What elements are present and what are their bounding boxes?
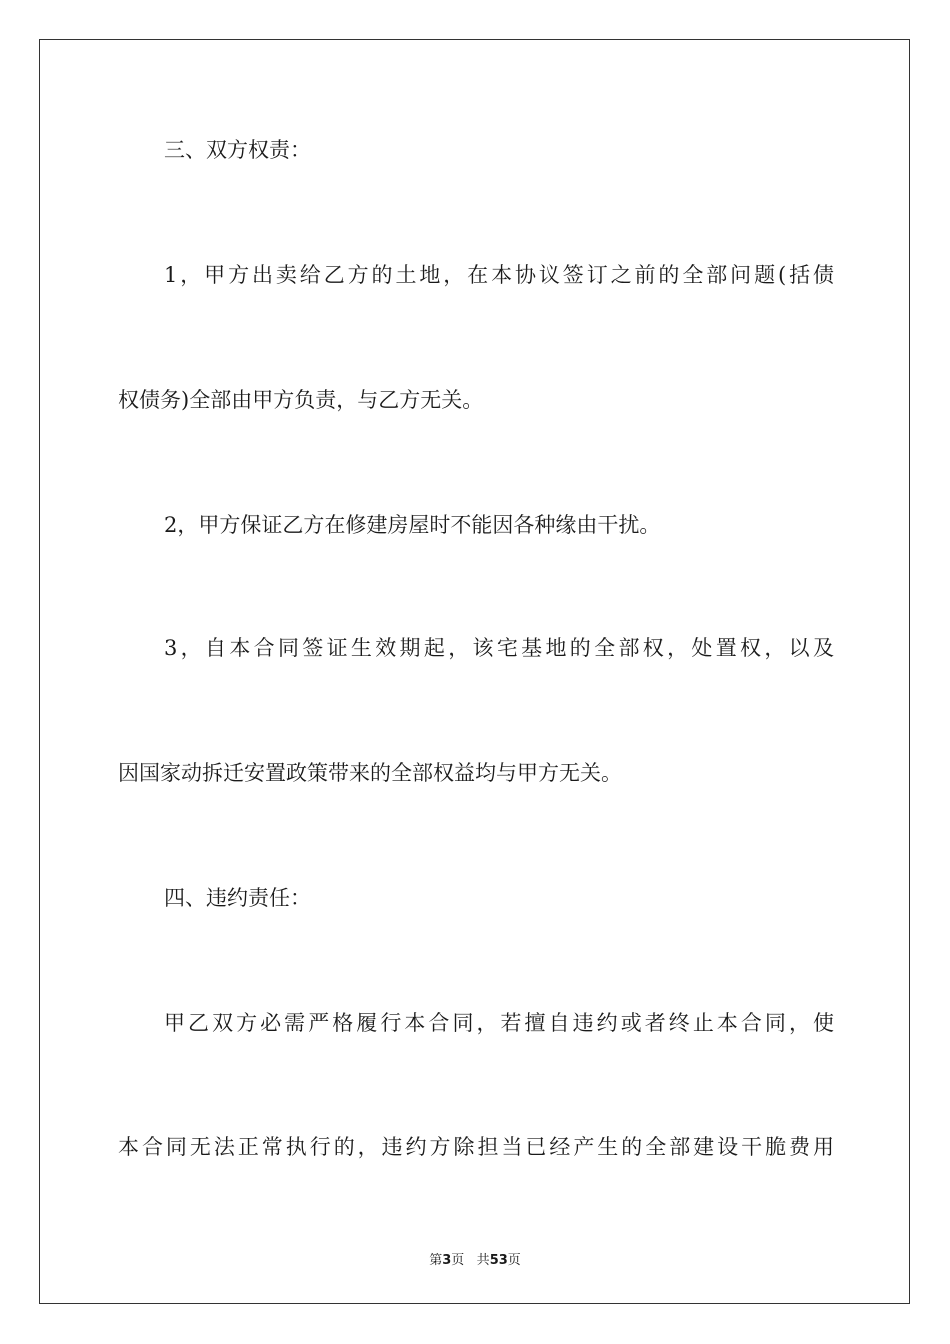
section-heading-rights: 三、双方权责： [164,138,311,162]
paragraph-line: 本合同无法正常执行的，违约方除担当已经产生的全部建设干脆费用 [118,1135,834,1159]
total-pages-number: 53 [489,1253,508,1268]
footer-prefix: 第 [429,1253,443,1268]
footer-total-prefix: 共 [476,1253,490,1268]
footer-total-suffix: 页 [507,1253,521,1268]
footer-page-word: 页 [451,1253,465,1268]
section-heading-liability: 四、违约责任： [164,886,311,910]
current-page-number: 3 [442,1253,452,1268]
page-border [39,39,910,1304]
paragraph-line: 3，自本合同签证生效期起，该宅基地的全部权，处置权，以及 [164,636,834,660]
page-footer [0,1249,950,1268]
paragraph-line: 因国家动拆迁安置政策带来的全部权益均与甲方无关。 [118,761,622,785]
paragraph-line: 1，甲方出卖给乙方的土地，在本协议签订之前的全部问题(括债 [164,263,834,287]
paragraph-line: 甲乙双方必需严格履行本合同，若擅自违约或者终止本合同，使 [164,1011,834,1035]
paragraph-line: 2，甲方保证乙方在修建房屋时不能因各种缘由干扰。 [164,513,661,537]
paragraph-line: 权债务)全部由甲方负责，与乙方无关。 [118,388,484,412]
